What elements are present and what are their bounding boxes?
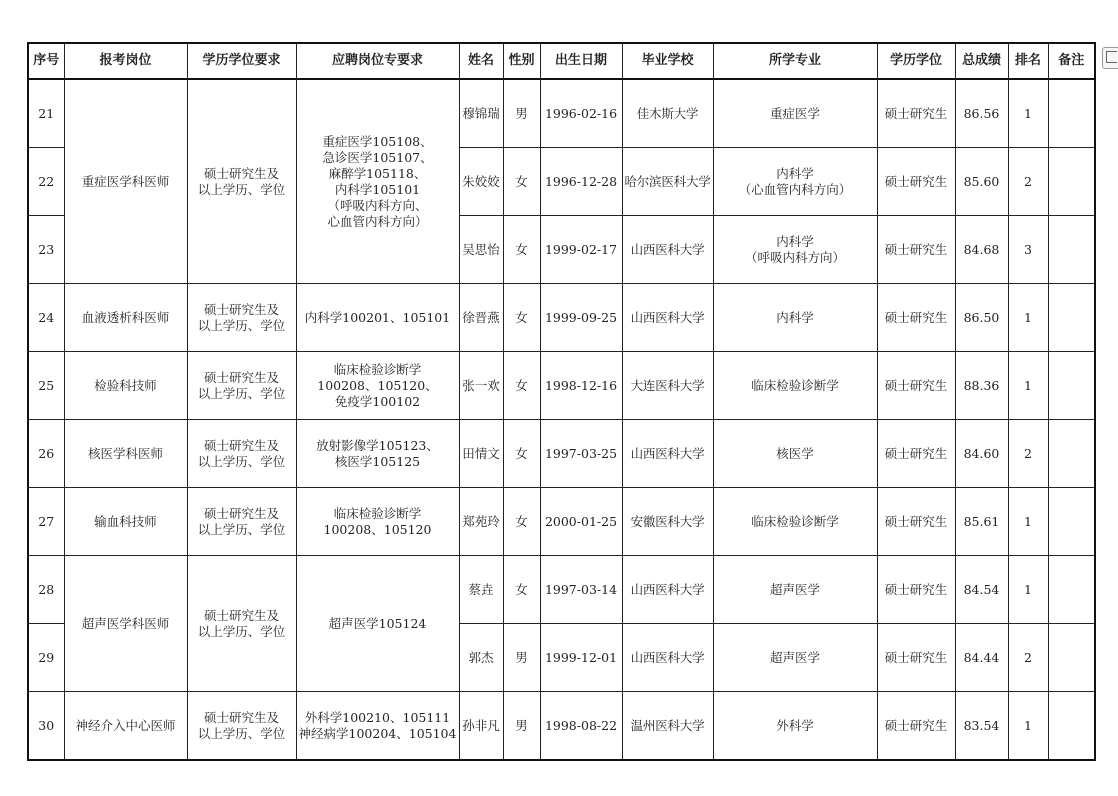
cell-rank: 3	[1008, 216, 1048, 284]
cell-degree: 硕士研究生	[877, 148, 955, 216]
header-remark: 备注	[1048, 43, 1095, 79]
cell-gender: 女	[503, 216, 540, 284]
table-row	[28, 284, 1095, 352]
cell-seq: 23	[28, 216, 64, 284]
cell-name: 朱姣姣	[459, 148, 503, 216]
cell-remark	[1048, 284, 1095, 352]
cell-degree: 硕士研究生	[877, 352, 955, 420]
cell-remark	[1048, 148, 1095, 216]
cell-name: 穆锦瑞	[459, 79, 503, 148]
cell-edu-req	[187, 692, 296, 761]
cell-major	[713, 284, 877, 352]
header-rank: 排名	[1008, 43, 1048, 79]
header-major-req: 应聘岗位专要求	[296, 43, 459, 79]
major-req-line: 重症医学105108、	[322, 133, 433, 149]
cell-name: 田情文	[459, 420, 503, 488]
major-line: 超声医学	[769, 649, 820, 665]
cell-major-req	[296, 692, 459, 761]
major-req-line: 免疫学100102	[334, 393, 421, 409]
table-row	[28, 488, 1095, 556]
cell-rank: 1	[1008, 556, 1048, 624]
cell-seq: 29	[28, 624, 64, 692]
cell-seq: 25	[28, 352, 64, 420]
header-seq: 序号	[28, 43, 64, 79]
cell-gender: 女	[503, 488, 540, 556]
cell-school: 山西医科大学	[622, 284, 713, 352]
major-req-line: 放射影像学105123、	[316, 437, 439, 453]
page-tool-icon[interactable]	[1102, 47, 1118, 69]
cell-birth: 1999-02-17	[540, 216, 622, 284]
edu-req-line: 硕士研究生及	[203, 505, 279, 521]
cell-degree: 硕士研究生	[877, 624, 955, 692]
table-row	[28, 79, 1095, 148]
major-line: （心血管内科方向）	[738, 181, 852, 197]
cell-position: 检验科技师	[64, 352, 187, 420]
cell-birth: 1996-12-28	[540, 148, 622, 216]
cell-major	[713, 420, 877, 488]
cell-gender: 女	[503, 148, 540, 216]
cell-gender: 女	[503, 556, 540, 624]
cell-edu-req	[187, 284, 296, 352]
cell-birth: 1997-03-14	[540, 556, 622, 624]
cell-major-req	[296, 556, 459, 692]
table-body	[28, 79, 1095, 760]
cell-gender: 男	[503, 79, 540, 148]
cell-rank: 1	[1008, 692, 1048, 761]
cell-remark	[1048, 216, 1095, 284]
cell-remark	[1048, 692, 1095, 761]
header-gender: 性别	[503, 43, 540, 79]
major-req-line: 内科学100201、105101	[304, 309, 451, 325]
major-line: 临床检验诊断学	[751, 377, 839, 393]
cell-position: 核医学科医师	[64, 420, 187, 488]
cell-rank: 1	[1008, 488, 1048, 556]
table-row	[28, 420, 1095, 488]
cell-score: 88.36	[955, 352, 1008, 420]
cell-score: 83.54	[955, 692, 1008, 761]
cell-score: 84.60	[955, 420, 1008, 488]
cell-rank: 2	[1008, 624, 1048, 692]
cell-position: 输血科技师	[64, 488, 187, 556]
cell-gender: 女	[503, 420, 540, 488]
table-header-row	[28, 43, 1095, 79]
major-req-line: 100208、105120	[323, 521, 432, 537]
major-line: （呼吸内科方向）	[744, 249, 845, 265]
header-name: 姓名	[459, 43, 503, 79]
edu-req-line: 以上学历、学位	[197, 317, 286, 333]
cell-remark	[1048, 352, 1095, 420]
cell-remark	[1048, 420, 1095, 488]
cell-major	[713, 692, 877, 761]
major-req-line: 麻醉学105118、	[328, 165, 427, 181]
major-line: 重症医学	[769, 105, 820, 121]
cell-rank: 1	[1008, 284, 1048, 352]
cell-name: 徐晋燕	[459, 284, 503, 352]
cell-major-req	[296, 79, 459, 284]
cell-score: 86.56	[955, 79, 1008, 148]
header-major: 所学专业	[713, 43, 877, 79]
major-line: 临床检验诊断学	[751, 513, 839, 529]
major-line: 核医学	[776, 445, 814, 461]
table-row	[28, 352, 1095, 420]
cell-degree: 硕士研究生	[877, 284, 955, 352]
cell-major-req	[296, 488, 459, 556]
cell-seq: 24	[28, 284, 64, 352]
cell-school: 山西医科大学	[622, 420, 713, 488]
header-school: 毕业学校	[622, 43, 713, 79]
cell-position: 血液透析科医师	[64, 284, 187, 352]
edu-req-line: 以上学历、学位	[197, 453, 286, 469]
cell-birth: 1996-02-16	[540, 79, 622, 148]
edu-req-line: 以上学历、学位	[197, 521, 286, 537]
cell-edu-req	[187, 420, 296, 488]
cell-degree: 硕士研究生	[877, 79, 955, 148]
edu-req-line: 硕士研究生及	[203, 165, 279, 181]
cell-name: 蔡垚	[459, 556, 503, 624]
cell-remark	[1048, 488, 1095, 556]
cell-major	[713, 556, 877, 624]
candidate-table	[27, 42, 1096, 761]
cell-birth: 1999-12-01	[540, 624, 622, 692]
cell-birth: 1998-12-16	[540, 352, 622, 420]
major-line: 内科学	[776, 233, 814, 249]
cell-gender: 女	[503, 284, 540, 352]
cell-name: 张一欢	[459, 352, 503, 420]
cell-position: 神经介入中心医师	[64, 692, 187, 761]
cell-school: 佳木斯大学	[622, 79, 713, 148]
cell-name: 孙非凡	[459, 692, 503, 761]
cell-rank: 2	[1008, 420, 1048, 488]
cell-rank: 2	[1008, 148, 1048, 216]
cell-major-req	[296, 352, 459, 420]
cell-score: 84.68	[955, 216, 1008, 284]
cell-school: 山西医科大学	[622, 556, 713, 624]
cell-degree: 硕士研究生	[877, 216, 955, 284]
cell-degree: 硕士研究生	[877, 692, 955, 761]
cell-school: 安徽医科大学	[622, 488, 713, 556]
cell-major	[713, 352, 877, 420]
major-req-line: 内科学105101	[334, 181, 421, 197]
cell-score: 84.54	[955, 556, 1008, 624]
header-birth: 出生日期	[540, 43, 622, 79]
cell-school: 温州医科大学	[622, 692, 713, 761]
cell-edu-req	[187, 556, 296, 692]
cell-rank: 1	[1008, 352, 1048, 420]
edu-req-line: 以上学历、学位	[197, 725, 286, 741]
cell-major	[713, 216, 877, 284]
cell-school: 山西医科大学	[622, 624, 713, 692]
cell-name: 郑苑玲	[459, 488, 503, 556]
major-line: 超声医学	[769, 581, 820, 597]
cell-score: 84.44	[955, 624, 1008, 692]
major-line: 内科学	[776, 165, 814, 181]
cell-remark	[1048, 79, 1095, 148]
header-edu-req: 学历学位要求	[187, 43, 296, 79]
page-tool-glyph	[1106, 51, 1117, 63]
cell-birth: 1997-03-25	[540, 420, 622, 488]
cell-position: 超声医学科医师	[64, 556, 187, 692]
cell-gender: 男	[503, 624, 540, 692]
cell-gender: 男	[503, 692, 540, 761]
edu-req-line: 硕士研究生及	[203, 369, 279, 385]
table-row	[28, 556, 1095, 624]
cell-rank: 1	[1008, 79, 1048, 148]
table-row	[28, 692, 1095, 761]
cell-school: 山西医科大学	[622, 216, 713, 284]
cell-score: 85.60	[955, 148, 1008, 216]
cell-edu-req	[187, 488, 296, 556]
cell-birth: 2000-01-25	[540, 488, 622, 556]
major-req-line: 临床检验诊断学	[333, 361, 422, 377]
cell-remark	[1048, 556, 1095, 624]
major-req-line: 神经病学100204、105104	[298, 725, 457, 741]
edu-req-line: 硕士研究生及	[203, 709, 279, 725]
major-line: 外科学	[776, 717, 814, 733]
cell-major	[713, 148, 877, 216]
cell-degree: 硕士研究生	[877, 556, 955, 624]
cell-edu-req	[187, 352, 296, 420]
edu-req-line: 以上学历、学位	[197, 385, 286, 401]
cell-remark	[1048, 624, 1095, 692]
major-req-line: 100208、105120、	[317, 377, 438, 393]
edu-req-line: 硕士研究生及	[203, 437, 279, 453]
cell-score: 86.50	[955, 284, 1008, 352]
cell-major	[713, 79, 877, 148]
cell-school: 哈尔滨医科大学	[622, 148, 713, 216]
major-req-line: 心血管内科方向）	[327, 213, 428, 229]
cell-school: 大连医科大学	[622, 352, 713, 420]
cell-score: 85.61	[955, 488, 1008, 556]
cell-degree: 硕士研究生	[877, 420, 955, 488]
header-score: 总成绩	[955, 43, 1008, 79]
major-req-line: 外科学100210、105111	[304, 709, 451, 725]
cell-birth: 1999-09-25	[540, 284, 622, 352]
cell-gender: 女	[503, 352, 540, 420]
cell-name: 吴思怡	[459, 216, 503, 284]
cell-seq: 28	[28, 556, 64, 624]
cell-major	[713, 488, 877, 556]
cell-seq: 27	[28, 488, 64, 556]
cell-position: 重症医学科医师	[64, 79, 187, 284]
cell-seq: 22	[28, 148, 64, 216]
cell-name: 郭杰	[459, 624, 503, 692]
major-req-line: 急诊医学105107、	[322, 149, 433, 165]
edu-req-line: 硕士研究生及	[203, 301, 279, 317]
header-position: 报考岗位	[64, 43, 187, 79]
edu-req-line: 以上学历、学位	[197, 623, 286, 639]
cell-edu-req	[187, 79, 296, 284]
cell-seq: 30	[28, 692, 64, 761]
major-req-line: 超声医学105124	[328, 615, 427, 631]
major-req-line: （呼吸内科方向、	[327, 197, 428, 213]
cell-major-req	[296, 284, 459, 352]
cell-major-req	[296, 420, 459, 488]
major-req-line: 核医学105125	[334, 453, 421, 469]
header-degree: 学历学位	[877, 43, 955, 79]
cell-degree: 硕士研究生	[877, 488, 955, 556]
cell-major	[713, 624, 877, 692]
cell-seq: 21	[28, 79, 64, 148]
edu-req-line: 以上学历、学位	[197, 181, 286, 197]
major-line: 内科学	[776, 309, 814, 325]
cell-birth: 1998-08-22	[540, 692, 622, 761]
edu-req-line: 硕士研究生及	[203, 607, 279, 623]
cell-seq: 26	[28, 420, 64, 488]
major-req-line: 临床检验诊断学	[333, 505, 422, 521]
